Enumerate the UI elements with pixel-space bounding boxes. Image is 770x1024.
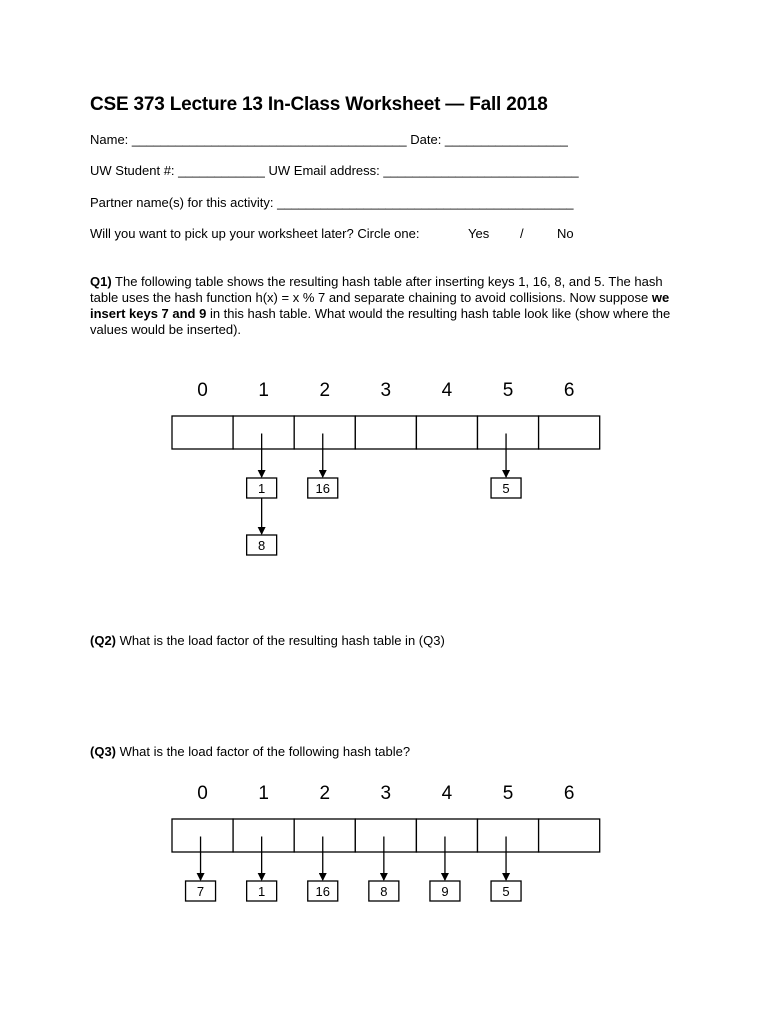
q3-text: What is the load factor of the following hash table?: [116, 744, 411, 759]
diagram2-index-5: 5: [502, 783, 514, 804]
student-email-line[interactable]: UW Student #: ____________ UW Email address: ___________________________: [90, 163, 579, 178]
diagram2-node-value: 8: [380, 884, 388, 899]
diagram1-node-value: 1: [258, 481, 266, 496]
diagram1-bucket-4[interactable]: [416, 416, 477, 449]
diagram1-bucket-5[interactable]: [478, 416, 539, 449]
option-separator: /: [520, 226, 524, 241]
diagram2-node-value: 1: [258, 884, 266, 899]
option-yes[interactable]: Yes: [468, 226, 490, 241]
hash-table-diagram-2: [172, 783, 600, 901]
q1-text-b: in this hash table. What would the resulting hash table look like (show where the values would be inserted).: [90, 306, 671, 337]
q1-text-bold: we insert keys 7 and 9: [90, 290, 670, 321]
q2-text: What is the load factor of the resulting hash table in (Q3): [116, 633, 445, 648]
q2-prompt: [90, 633, 445, 648]
diagram2-index-3: 3: [380, 783, 392, 804]
q3-prompt: [90, 744, 410, 759]
diagram2-node-value: 5: [502, 884, 510, 899]
diagram1-bucket-0[interactable]: [172, 416, 233, 449]
pickup-question: Will you want to pick up your worksheet later? Circle one:: [90, 226, 420, 241]
hash-table-diagram-1: [172, 380, 600, 555]
diagram1-bucket-2[interactable]: [294, 416, 355, 449]
diagram1-index-2: 2: [319, 380, 331, 401]
diagram2-index-1: 1: [258, 783, 269, 804]
diagram2-bucket-2[interactable]: [294, 819, 355, 852]
option-no[interactable]: No: [557, 226, 574, 241]
diagram2-bucket-0[interactable]: [172, 819, 233, 852]
diagram1-node-value: 5: [502, 481, 510, 496]
diagram1-index-1: 1: [258, 380, 269, 401]
diagram2-index-0: 0: [197, 783, 208, 804]
diagram1-node-value: 16: [315, 481, 330, 496]
diagram2-node-value: 9: [441, 884, 449, 899]
q1-label: Q1): [90, 274, 112, 289]
diagram2-bucket-6[interactable]: [539, 819, 600, 852]
diagram1-index-3: 3: [380, 380, 392, 401]
diagram1-index-0: 0: [197, 380, 208, 401]
diagram2-bucket-3[interactable]: [355, 819, 416, 852]
diagram1-node-value: 8: [258, 538, 266, 553]
worksheet-title: CSE 373 Lecture 13 In-Class Worksheet — Fall 2018: [90, 94, 548, 115]
diagram2-node-value: 7: [196, 884, 205, 899]
diagram2-index-4: 4: [441, 783, 453, 804]
diagram2-bucket-4[interactable]: [416, 819, 477, 852]
q3-label: (Q3): [90, 744, 116, 759]
diagram2-node-value: 16: [315, 884, 330, 899]
diagram2-index-6: 6: [563, 783, 575, 804]
q1-text-a: The following table shows the resulting hash table after inserting keys 1, 16, 8, and 5. The hash table uses the hash function h(x) = x % 7 and separate chaining to avoid collisions. Now suppose: [90, 274, 663, 305]
diagram2-index-2: 2: [319, 783, 331, 804]
q2-label: (Q2): [90, 633, 116, 648]
diagram1-bucket-3[interactable]: [355, 416, 416, 449]
diagram1-bucket-6[interactable]: [539, 416, 600, 449]
name-date-line[interactable]: Name: ______________________________________ Date: _________________: [90, 132, 568, 147]
diagram2-bucket-5[interactable]: [478, 819, 539, 852]
diagram1-index-6: 6: [563, 380, 575, 401]
diagram1-index-5: 5: [502, 380, 514, 401]
diagram2-bucket-1[interactable]: [233, 819, 294, 852]
diagram1-index-4: 4: [441, 380, 453, 401]
diagram1-bucket-1[interactable]: [233, 416, 294, 449]
partner-line[interactable]: Partner name(s) for this activity: _________________________________________: [90, 195, 574, 210]
